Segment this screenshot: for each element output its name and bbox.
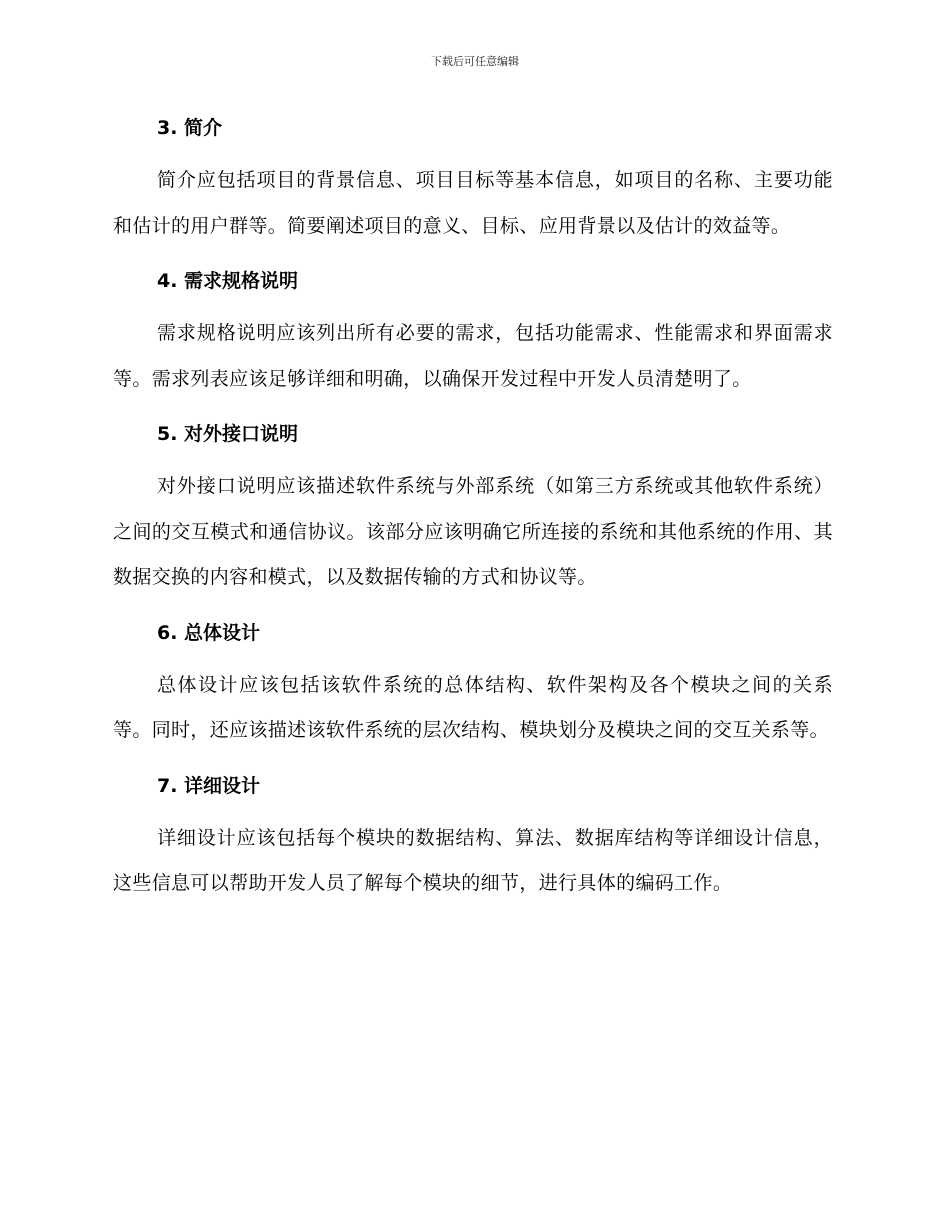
section-paragraph: 详细设计应该包括每个模块的数据结构、算法、数据库结构等详细设计信息，这些信息可以帮助开发人员了解每个模块的细节，进行具体的编码工作。 [113,826,833,894]
section-overall-design [113,613,833,754]
section-heading: 3. 简介 [157,117,223,139]
section-requirements [113,261,833,402]
section-heading: 7. 详细设计 [157,774,261,797]
section-heading: 5. 对外接口说明 [157,423,299,445]
section-introduction [113,108,833,249]
section-paragraph: 对外接口说明应该描述软件系统与外部系统（如第三方系统或其他软件系统）之间的交互模式和通信协议。该部分应该明确它所连接的系统和其他系统的作用、其数据交换的内容和模式，以及数据传输的方式和协议等。 [113,475,833,588]
section-heading: 4. 需求规格说明 [157,270,299,292]
section-external-interface [113,414,833,601]
section-detailed-design [113,766,833,907]
section-paragraph: 简介应包括项目的背景信息、项目目标等基本信息，如项目的名称、主要功能和估计的用户群等。简要阐述项目的意义、目标、应用背景以及估计的效益等。 [113,169,833,237]
section-paragraph: 需求规格说明应该列出所有必要的需求，包括功能需求、性能需求和界面需求等。需求列表应该足够详细和明确，以确保开发过程中开发人员清楚明了。 [113,322,833,390]
section-paragraph: 总体设计应该包括该软件系统的总体结构、软件架构及各个模块之间的关系等。同时，还应该描述该软件系统的层次结构、模块划分及模块之间的交互关系等。 [113,673,833,741]
document-content [113,108,833,919]
section-heading: 6. 总体设计 [157,621,261,644]
page-header: 下载后可任意编辑 [431,55,519,68]
